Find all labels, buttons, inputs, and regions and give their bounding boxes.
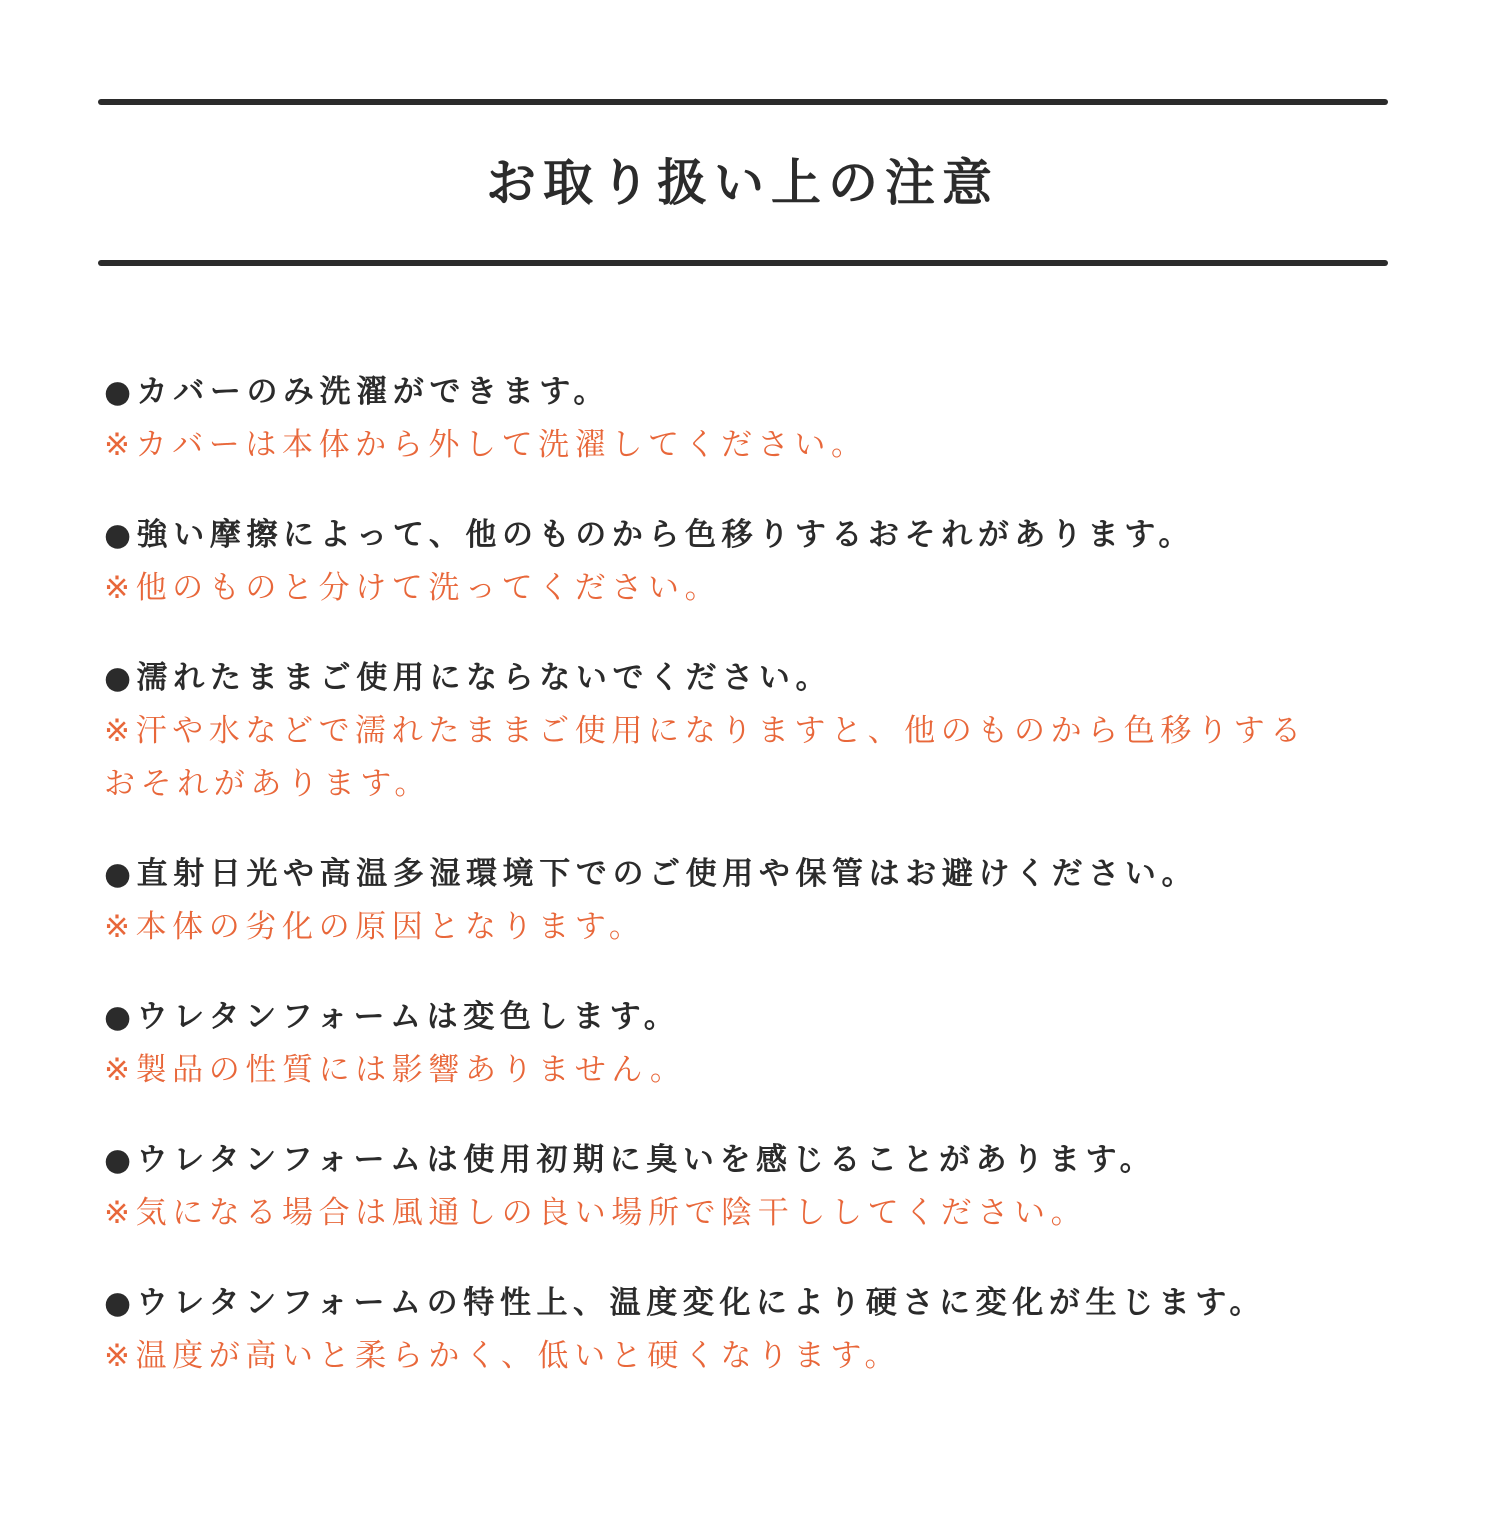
- caution-item: [104, 848, 1394, 954]
- caution-item: [104, 366, 1394, 472]
- caution-note: ※カバーは本体から外して洗濯してください。: [104, 427, 868, 463]
- caution-text: ●直射日光や高温多湿環境下でのご使用や保管はお避けください。: [104, 856, 1199, 892]
- caution-item: [104, 652, 1394, 811]
- caution-text: ●濡れたままご使用にならないでください。: [104, 660, 833, 696]
- caution-item: [104, 509, 1394, 615]
- caution-text: ●ウレタンフォームは変色します。: [104, 999, 681, 1035]
- caution-note-line2: おそれがあります。: [104, 766, 431, 802]
- top-divider: [98, 99, 1388, 105]
- caution-note: ※温度が高いと柔らかく、低いと硬くなります。: [104, 1338, 902, 1374]
- caution-text: ●ウレタンフォームの特性上、温度変化により硬さに変化が生じます。: [104, 1285, 1266, 1321]
- caution-note: ※気になる場合は風通しの良い場所で陰干ししてください。: [104, 1195, 1088, 1231]
- caution-item: [104, 1134, 1394, 1240]
- caution-item: [104, 991, 1394, 1097]
- bottom-divider: [98, 260, 1388, 266]
- caution-note: ※本体の劣化の原因となります。: [104, 909, 646, 945]
- caution-text: ●カバーのみ洗濯ができます。: [104, 374, 610, 410]
- caution-note-line1: ※汗や水などで濡れたままご使用になりますと、他のものから色移りする: [104, 713, 1307, 749]
- caution-text: ●ウレタンフォームは使用初期に臭いを感じることがあります。: [104, 1142, 1157, 1178]
- caution-note: ※製品の性質には影響ありません。: [104, 1052, 687, 1088]
- caution-list: [104, 366, 1394, 1383]
- caution-note: ※他のものと分けて洗ってください。: [104, 570, 722, 606]
- caution-text: ●強い摩擦によって、他のものから色移りするおそれがあります。: [104, 517, 1195, 553]
- page-title: お取り扱い上の注意: [486, 154, 999, 212]
- caution-item: [104, 1277, 1394, 1383]
